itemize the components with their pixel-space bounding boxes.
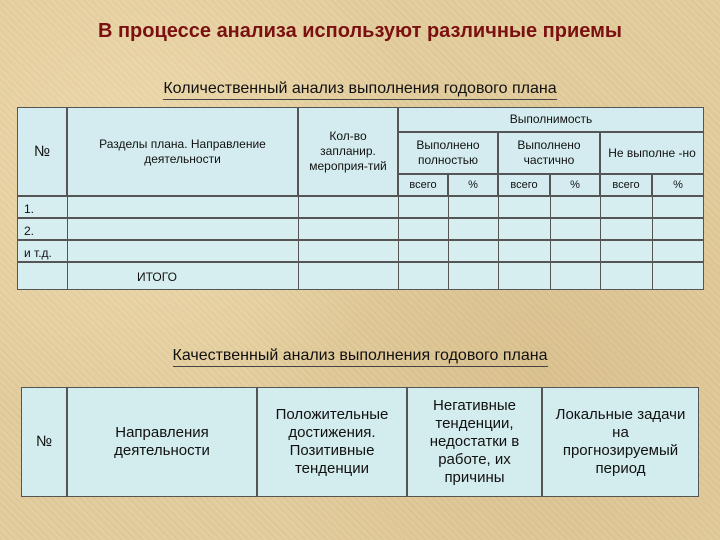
col-divider — [298, 196, 299, 290]
col-divider — [652, 196, 653, 290]
col-divider — [67, 196, 68, 290]
q-col-local-header: Локальные задачи на прогнозируемый период — [542, 387, 699, 497]
not-percent-header: % — [652, 174, 704, 196]
col-divider — [398, 196, 399, 290]
quantitative-heading: Количественный анализ выполнения годового плана — [0, 80, 720, 98]
qualitative-heading: Качественный анализ выполнения годового плана — [0, 347, 720, 365]
not-total-header: всего — [600, 174, 652, 196]
col-divider — [448, 196, 449, 290]
q-col-directions-header: Направления деятельности — [67, 387, 257, 497]
q-col-number-header: № — [21, 387, 67, 497]
partial-total-header: всего — [498, 174, 550, 196]
col-divider — [498, 196, 499, 290]
col-divider — [550, 196, 551, 290]
q-col-negative-header: Негативные тенденции, недостатки в работе, их причины — [407, 387, 542, 497]
sub-not-header: Не выполне -но — [600, 132, 704, 174]
full-total-header: всего — [398, 174, 448, 196]
row-label: 1. — [24, 202, 35, 216]
full-percent-header: % — [448, 174, 498, 196]
slide-title: В процессе анализа используют различные приемы — [97, 20, 623, 42]
col-planned-header: Кол-во запланир. мероприя-тий — [298, 107, 398, 196]
q-col-positive-header: Положительные достижения. Позитивные тенденции — [257, 387, 407, 497]
row-label: 2. — [24, 224, 35, 238]
sub-full-header: Выполнено полностью — [398, 132, 498, 174]
col-number-header: № — [17, 107, 67, 196]
col-divider — [600, 196, 601, 290]
partial-percent-header: % — [550, 174, 600, 196]
col-sections-header: Разделы плана. Направление деятельности — [67, 107, 298, 196]
col-completion-header: Выполнимость — [398, 107, 704, 132]
sub-partial-header: Выполнено частично — [498, 132, 600, 174]
total-row-label: ИТОГО — [137, 270, 177, 284]
row-label: и т.д. — [24, 246, 52, 260]
